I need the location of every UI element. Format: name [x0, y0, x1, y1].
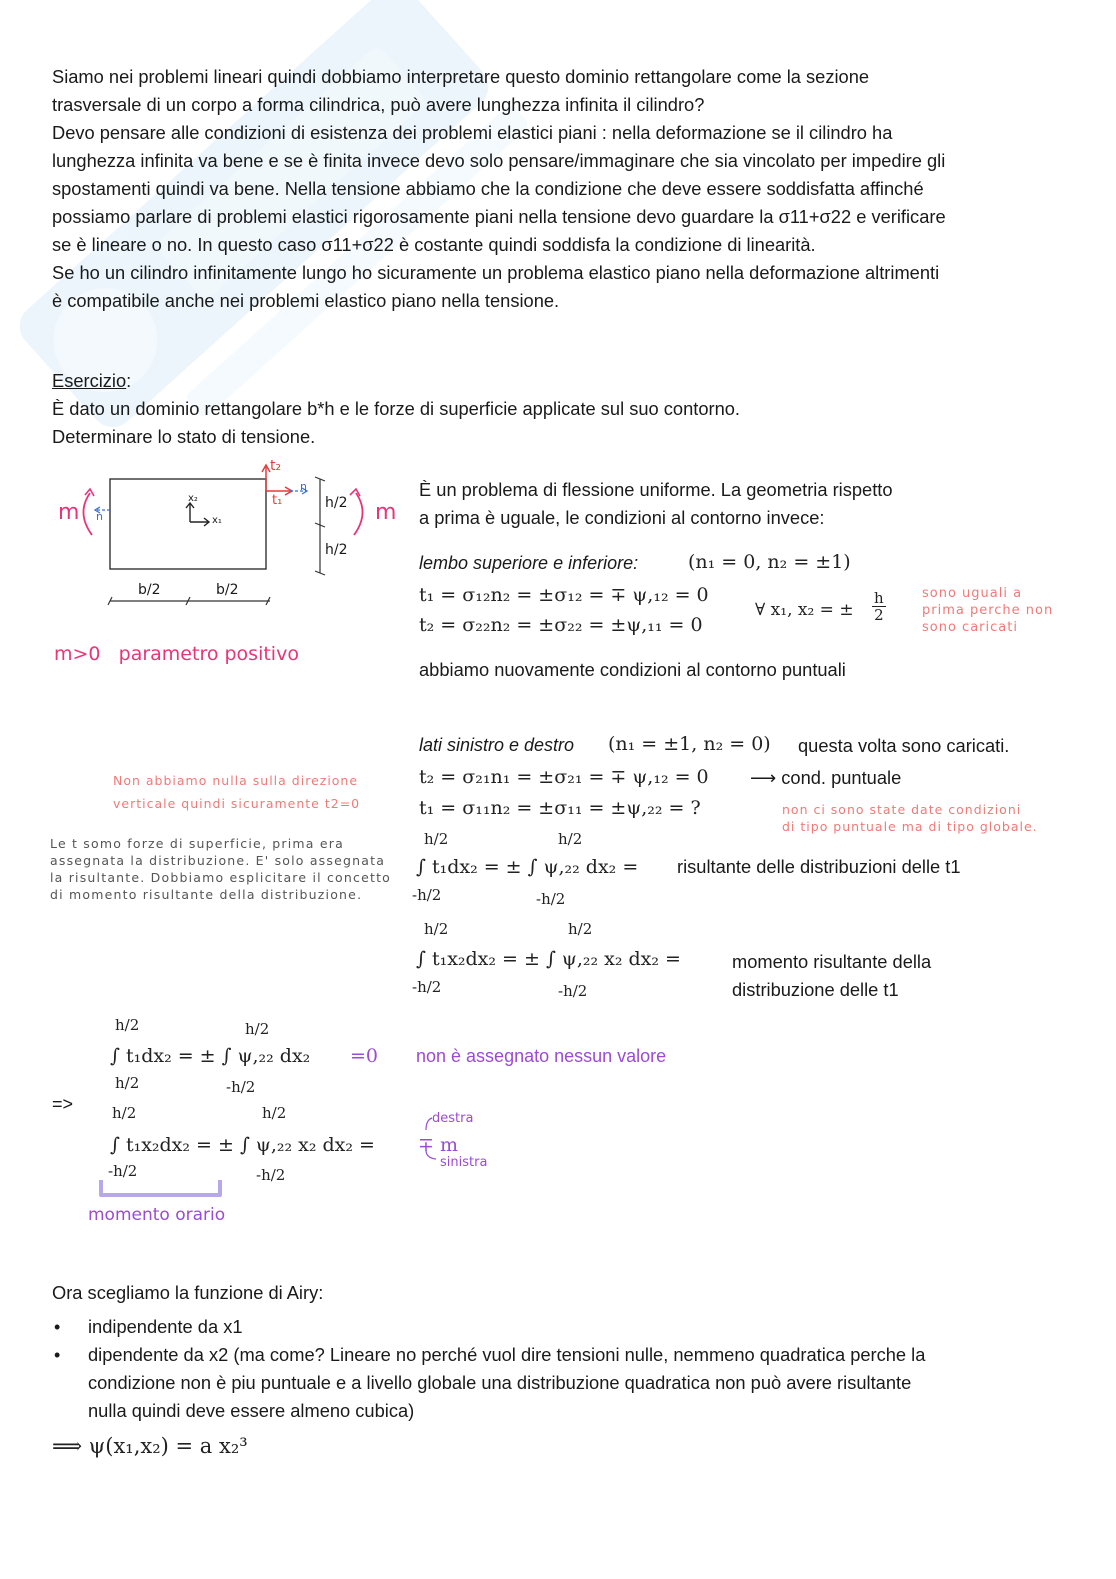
- left-right-normals: (n₁ = ±1, n₂ = 0): [608, 733, 771, 755]
- normal-label-left: n: [96, 510, 103, 523]
- int2-lower-limit: -h/2: [412, 978, 442, 996]
- note-line: sono caricati: [922, 620, 1018, 635]
- moment-label-right: m: [375, 500, 397, 525]
- note-line: Le t somo forze di superficie, prima era: [50, 836, 344, 851]
- normal-label-right: n: [300, 480, 307, 493]
- int2b-lower-limit: -h/2: [558, 982, 588, 1000]
- intro-line: Devo pensare alle condizioni di esistenza dei problemi elastici piani : nella deformazione se il cilindro ha: [52, 122, 893, 143]
- destra-label: destra: [432, 1111, 474, 1126]
- implies-symbol: =>: [52, 1094, 74, 1114]
- note-unchanged: [922, 585, 1053, 636]
- exercise-line: Determinare lo stato di tensione.: [52, 426, 316, 447]
- intro-line: è compatibile anche nei problemi elastico piano nella tensione.: [52, 290, 560, 311]
- airy-bullet-text: indipendente da x1: [88, 1316, 243, 1337]
- integral-resultant: ∫ t₁dx₂ = ± ∫ ψ,₂₂ dx₂ =: [416, 856, 639, 878]
- frac-den: 2: [874, 606, 884, 624]
- note-line: sono uguali a: [922, 586, 1023, 601]
- intro-line: lunghezza infinita va bene e se è finita invece devo solo pensare/immaginare che sia vincolato per impedire gli: [52, 150, 946, 171]
- moment-value: ∓ m: [418, 1134, 458, 1156]
- intro-line: trasversale di un corpo a forma cilindrica, può avere lunghezza infinita il cilindro?: [52, 94, 705, 115]
- moment-label-left: m: [58, 500, 80, 525]
- direction-arrows: [420, 1114, 460, 1164]
- note-line: verticale quindi sicuramente t2=0: [113, 796, 361, 811]
- result-moment: ∫ t₁x₂dx₂ = ± ∫ ψ,₂₂ x₂ dx₂ =: [110, 1134, 375, 1156]
- int1-upper-limit: h/2: [424, 830, 449, 848]
- int2-upper-limit: h/2: [424, 920, 449, 938]
- res2-lower-limit: -h/2: [108, 1162, 138, 1180]
- exercise-statement: [52, 367, 1067, 451]
- res1-lower-limit: h/2: [115, 1074, 140, 1092]
- pointwise-conclusion: abbiamo nuovamente condizioni al contorno puntuali: [419, 659, 846, 680]
- exercise-heading-colon: :: [126, 370, 132, 391]
- airy-bullets: [52, 1313, 1062, 1425]
- resultant-note: non è assegnato nessun valore: [416, 1046, 667, 1066]
- pointwise-condition: ⟶ cond. puntuale: [750, 767, 902, 788]
- intro-line: Se ho un cilindro infinitamente lungo ho sicuramente un problema elastico piano nella deformazione altrimenti: [52, 262, 940, 283]
- note-line: assegnata la distribuzione. E' solo assegnata: [50, 853, 386, 868]
- t2-label: t₂: [270, 458, 282, 474]
- note-line: prima perche non: [922, 603, 1054, 618]
- result-resultant: ∫ t₁dx₂ = ± ∫ ψ,₂₂ dx₂: [110, 1045, 311, 1067]
- t1-label: t₁: [272, 493, 283, 508]
- intro-line: Siamo nei problemi lineari quindi dobbiamo interpretare questo dominio rettangolare come la sezione: [52, 66, 870, 87]
- h-half-bottom: h/2: [325, 542, 348, 558]
- positive-parameter-note: m>0 parametro positivo: [54, 643, 299, 665]
- note-line: la risultante. Dobbiamo esplicitare il concetto: [50, 870, 392, 885]
- airy-bullet: [52, 1313, 1062, 1341]
- airy-function: ⟹ ψ(x₁,x₂) = a x₂³: [52, 1434, 248, 1458]
- sinistra-label: sinistra: [440, 1155, 488, 1170]
- loaded-note: questa volta sono caricati.: [798, 735, 1010, 756]
- resultant-zero: =0: [350, 1045, 379, 1067]
- integral-resultant-desc: risultante delle distribuzioni delle t1: [677, 856, 961, 877]
- airy-bullet-text: condizione non è piu puntuale e a livello globale una distribuzione quadratica non può avere risultante: [88, 1372, 912, 1393]
- integral-moment-desc: [732, 948, 931, 1004]
- res1b-lower-limit: -h/2: [226, 1078, 256, 1096]
- frac-num: h: [874, 589, 884, 607]
- h-over-2: [872, 590, 886, 623]
- eq-upper-t1: t₁ = σ₁₂n₂ = ±σ₁₂ = ∓ ψ,₁₂ = 0: [419, 584, 709, 606]
- eq-side-t2: t₂ = σ₂₁n₁ = ±σ₂₁ = ∓ ψ,₁₂ = 0: [419, 766, 709, 788]
- airy-bullet-text: dipendente da x2 (ma come? Lineare no perché vuol dire tensioni nulle, nemmeno quadratica perche la: [88, 1344, 926, 1365]
- integral-moment: ∫ t₁x₂dx₂ = ± ∫ ψ,₂₂ x₂ dx₂ =: [416, 948, 681, 970]
- forall-condition: ∀ x₁, x₂ = ±: [755, 600, 854, 620]
- description-line: È un problema di flessione uniforme. La geometria rispetto: [419, 479, 893, 500]
- desc-line: momento risultante della: [732, 951, 932, 972]
- description-line: a prima è uguale, le condizioni al contorno invece:: [419, 507, 825, 528]
- eq-upper-t2: t₂ = σ₂₂n₂ = ±σ₂₂ = ±ψ,₁₁ = 0: [419, 614, 703, 636]
- clockwise-brace: [98, 1178, 226, 1200]
- exercise-heading-line: [52, 367, 1067, 395]
- int1b-lower-limit: -h/2: [536, 890, 566, 908]
- res2b-lower-limit: -h/2: [256, 1166, 286, 1184]
- note-line: non ci sono state date condizioni: [782, 802, 1022, 817]
- b-half-right: b/2: [216, 582, 239, 598]
- note-line: Non abbiamo nulla sulla direzione: [113, 773, 359, 788]
- eq-side-t1: t₁ = σ₁₁n₂ = ±σ₁₁ = ±ψ,₂₂ = ?: [419, 797, 701, 819]
- description: [419, 476, 979, 532]
- res2b-upper-limit: h/2: [262, 1104, 287, 1122]
- clockwise-moment-label: momento orario: [88, 1205, 226, 1225]
- h-half-top: h/2: [325, 495, 348, 511]
- res1b-upper-limit: h/2: [245, 1020, 270, 1038]
- intro-line: possiamo parlare di problemi elastici rigorosamente piani nella tensione devo guardare la σ11+σ22 e verificare: [52, 206, 946, 227]
- intro-paragraph: [52, 63, 1067, 315]
- upper-lower-normals: (n₁ = 0, n₂ = ±1): [688, 551, 851, 573]
- note-global-condition: [782, 801, 1038, 835]
- intro-line: se è lineare o no. In questo caso σ11+σ22 è costante quindi soddisfa la condizione di linearità.: [52, 234, 816, 255]
- int1b-upper-limit: h/2: [558, 830, 583, 848]
- exercise-heading: Esercizio: [52, 370, 127, 391]
- exercise-line: È dato un dominio rettangolare b*h e le forze di superficie applicate sul suo contorno.: [52, 398, 741, 419]
- note-vertical: [113, 769, 360, 815]
- domain-figure: [40, 455, 400, 625]
- airy-bullet: [52, 1341, 1062, 1425]
- res1-upper-limit: h/2: [115, 1016, 140, 1034]
- note-surface-forces: [50, 835, 391, 903]
- left-right-label: lati sinistro e destro: [419, 735, 575, 755]
- intro-line: spostamenti quindi va bene. Nella tensione abbiamo che la condizione che deve essere soddisfatta affinché: [52, 178, 924, 199]
- upper-lower-label: lembo superiore e inferiore:: [419, 553, 639, 573]
- note-line: di momento risultante della distribuzione.: [50, 887, 363, 902]
- res2-upper-limit: h/2: [112, 1104, 137, 1122]
- int2b-upper-limit: h/2: [568, 920, 593, 938]
- airy-bullet-text: nulla quindi deve essere almeno cubica): [88, 1400, 415, 1421]
- desc-line: distribuzione delle t1: [732, 979, 899, 1000]
- airy-intro: Ora scegliamo la funzione di Airy:: [52, 1282, 324, 1303]
- x1-label: x₁: [212, 515, 222, 526]
- int1-lower-limit: -h/2: [412, 886, 442, 904]
- x2-label: x₂: [188, 493, 198, 504]
- note-line: di tipo puntuale ma di tipo globale.: [782, 819, 1038, 834]
- b-half-left: b/2: [138, 582, 161, 598]
